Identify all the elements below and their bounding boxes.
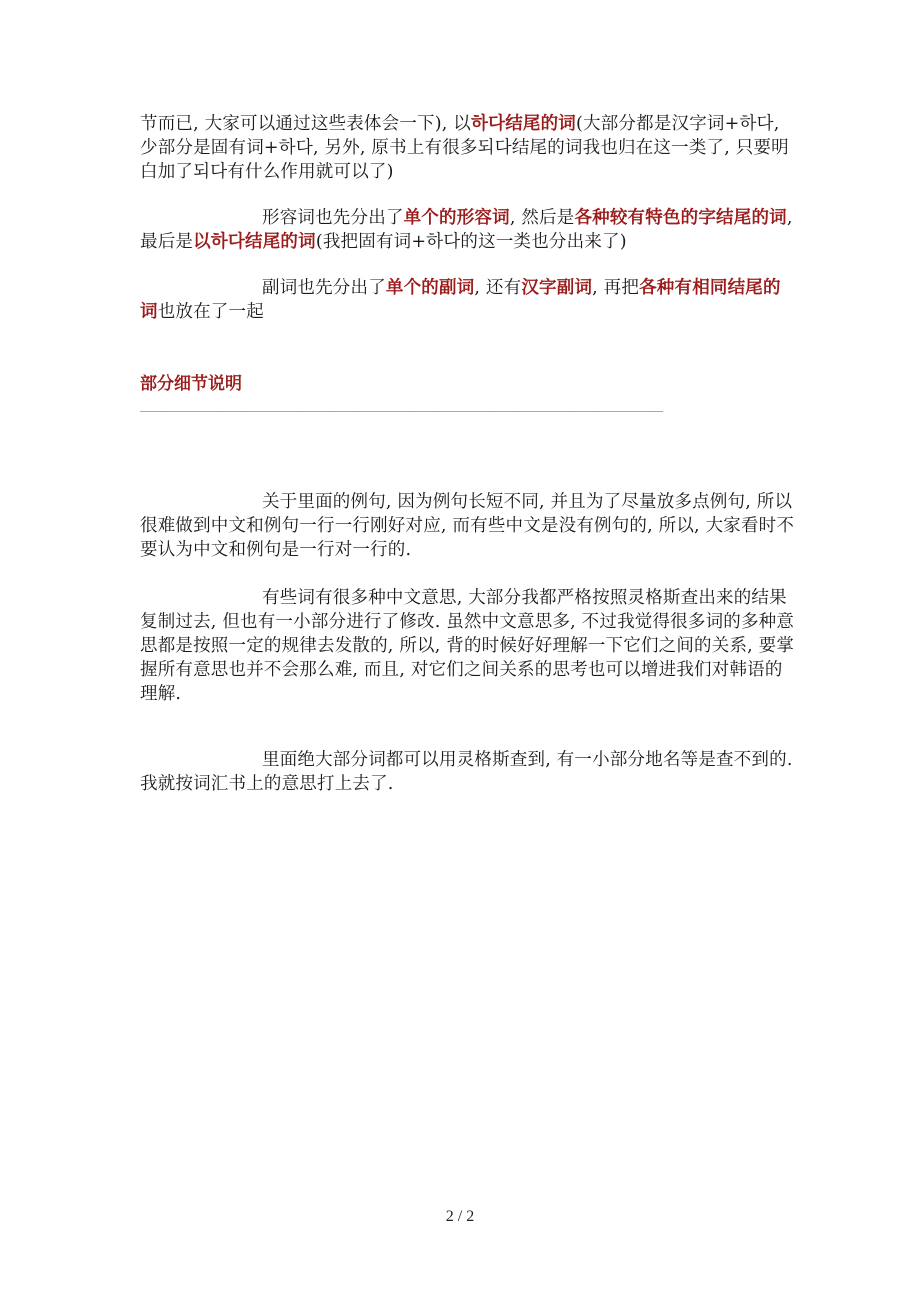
detail-paragraph-lookup: 里面绝大部分词都可以用灵格斯查到, 有一小部分地名等是查不到的. 我就按词汇书上的意思打上去了. (140, 750, 793, 794)
paragraph-text: , 还有 (474, 278, 522, 298)
highlight-hada-words: 하다结尾的词 (470, 114, 576, 134)
paragraph-text: (我把固有词+하다的这一类也分出来了) (315, 232, 627, 252)
intro-paragraph-adjectives (140, 206, 796, 254)
highlight-special-ending-words: 各种较有特色的字结尾的词 (574, 208, 787, 228)
section-heading: 部分细节说明 (140, 374, 242, 394)
section-divider: _______________________________________________________________________________ (140, 399, 664, 412)
paragraph-text: (大部分都是汉字词+하다, 少部分是固有词+하다, 另外, 原书上有很多되다结尾的词我也归在这一类了, 只要明白加了되다有什么作用就可以了) (140, 114, 789, 182)
paragraph-text: 也放在了一起 (157, 302, 264, 322)
intro-paragraph-nouns (140, 112, 796, 184)
highlight-same-ending-words: 各种有相同结尾的词 (140, 278, 781, 322)
intro-paragraph-adverbs (140, 276, 796, 324)
page-number: 2 / 2 (445, 1208, 475, 1225)
highlight-hada-ending-words: 以하다结尾的词 (193, 232, 316, 252)
paragraph-text: 形容词也先分出了 (262, 208, 404, 228)
paragraph-text: , 最后是 (140, 208, 793, 252)
highlight-sino-adverbs: 汉字副词 (521, 278, 593, 298)
paragraph-text: , 然后是 (509, 208, 575, 228)
paragraph-text: 节而已, 大家可以通过这些表体会一下), 以 (140, 114, 471, 134)
highlight-single-adjectives: 单个的形容词 (403, 208, 510, 228)
highlight-single-adverbs: 单个的副词 (385, 278, 475, 298)
detail-paragraph-examples: 关于里面的例句, 因为例句长短不同, 并且为了尽量放多点例句, 所以很难做到中文和例句一行一行刚好对应, 而有些中文是没有例句的, 所以, 大家看时不要认为中文和例句是一行对一行的. (140, 492, 795, 560)
paragraph-text: 副词也先分出了 (262, 278, 386, 298)
detail-paragraph-meanings: 有些词有很多种中文意思, 大部分我都严格按照灵格斯查出来的结果复制过去, 但也有一小部分进行了修改. 虽然中文意思多, 不过我觉得很多词的多种意思都是按照一定的规律去发散的, 所以, 背的时候好好理解一下它们之间的关系, 要掌握所有意思也并不会那么难, 而且, 对它们之间关系的思考也可以增进我们对韩语的理解. (140, 588, 795, 704)
paragraph-text: , 再把 (592, 278, 640, 298)
